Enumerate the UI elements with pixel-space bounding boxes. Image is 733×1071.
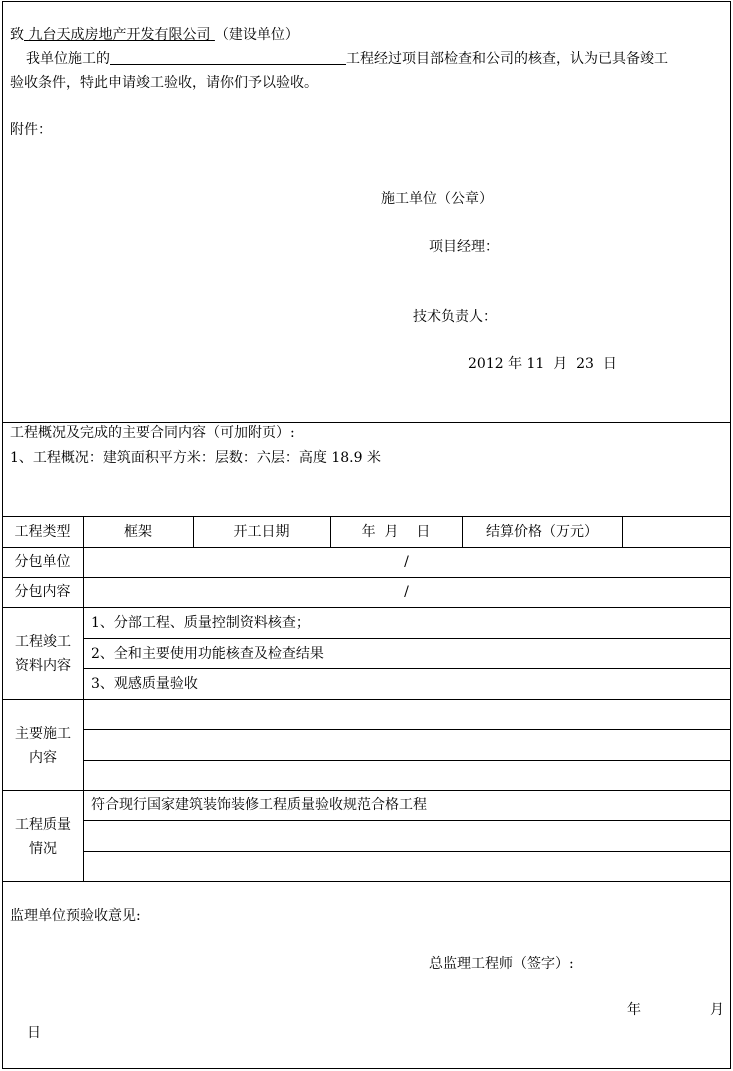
border-top <box>2 1 731 2</box>
main-work-label: 主要施工内容 <box>15 726 71 766</box>
attachment-label: 附件： <box>10 122 52 138</box>
subcontractor-value: / <box>404 554 409 570</box>
statement-prefix: 我单位施工的 <box>26 51 110 67</box>
statement-line <box>26 50 668 68</box>
subcontract-content-label: 分包内容 <box>14 584 71 600</box>
application-date: 2012 年 11 月 23 日 <box>468 356 617 372</box>
statement-line-2: 验收条件，特此申请竣工验收，请你们予以验收。 <box>10 75 318 91</box>
settlement-label: 结算价格（万元） <box>486 524 598 540</box>
start-date-label: 开工日期 <box>233 524 290 540</box>
subcontractor-label: 分包单位 <box>14 554 71 570</box>
client-role: （建设单位） <box>214 27 299 43</box>
supervision-year: 年 <box>627 1002 641 1018</box>
col-divider-5 <box>622 516 623 547</box>
supervision-day: 日 <box>27 1025 41 1041</box>
supervision-opinion-label: 监理单位预验收意见: <box>10 908 141 924</box>
rule-row1 <box>2 547 731 548</box>
rule-docs-2 <box>83 668 731 669</box>
supervision-month: 月 <box>710 1002 724 1018</box>
subcontract-content-value: / <box>404 584 409 600</box>
rule-row6 <box>2 881 731 882</box>
contractor-seal: 施工单位（公章） <box>381 191 493 207</box>
overview-line: 1、工程概况：建筑面积平方米：层数：六层：高度 18.9 米 <box>10 450 381 466</box>
quality-label: 工程质量情况 <box>15 817 71 857</box>
client-name: 九台天成房地产开发有限公司 <box>28 27 211 43</box>
border-bottom <box>2 1068 731 1069</box>
tech-lead-label: 技术负责人： <box>413 309 497 325</box>
project-name-blank <box>110 50 346 65</box>
rule-main-1 <box>83 729 731 730</box>
rule-quality-1 <box>83 820 731 821</box>
addressee-line <box>10 26 299 44</box>
rule-row3 <box>2 607 731 608</box>
completion-docs-item-1: 1、分部工程、质量控制资料核查； <box>91 615 310 631</box>
rule-after-header <box>2 422 731 423</box>
border-right <box>730 1 731 1069</box>
start-date-value: 年 月 日 <box>361 524 431 540</box>
chief-engineer-label: 总监理工程师（签字）: <box>429 956 574 972</box>
rule-row5 <box>2 790 731 791</box>
overview-title: 工程概况及完成的主要合同内容（可加附页）: <box>10 425 295 441</box>
quality-line-1: 符合现行国家建筑装饰装修工程质量验收规范合格工程 <box>91 797 427 813</box>
completion-docs-item-2: 2、全和主要使用功能核查及检查结果 <box>91 646 324 662</box>
rule-row4 <box>2 699 731 700</box>
completion-docs-label: 工程竣工资料内容 <box>15 634 71 674</box>
rule-docs-1 <box>83 638 731 639</box>
rule-main-2 <box>83 760 731 761</box>
rule-row2 <box>2 577 731 578</box>
completion-docs-item-3: 3、观感质量验收 <box>91 676 198 692</box>
project-type-label: 工程类型 <box>14 524 71 540</box>
project-manager-label: 项目经理： <box>429 239 499 255</box>
to-prefix: 致 <box>10 27 24 43</box>
rule-quality-2 <box>83 851 731 852</box>
project-type-value: 框架 <box>124 524 152 540</box>
statement-suffix: 工程经过项目部检查和公司的核查，认为已具备竣工 <box>346 51 668 67</box>
